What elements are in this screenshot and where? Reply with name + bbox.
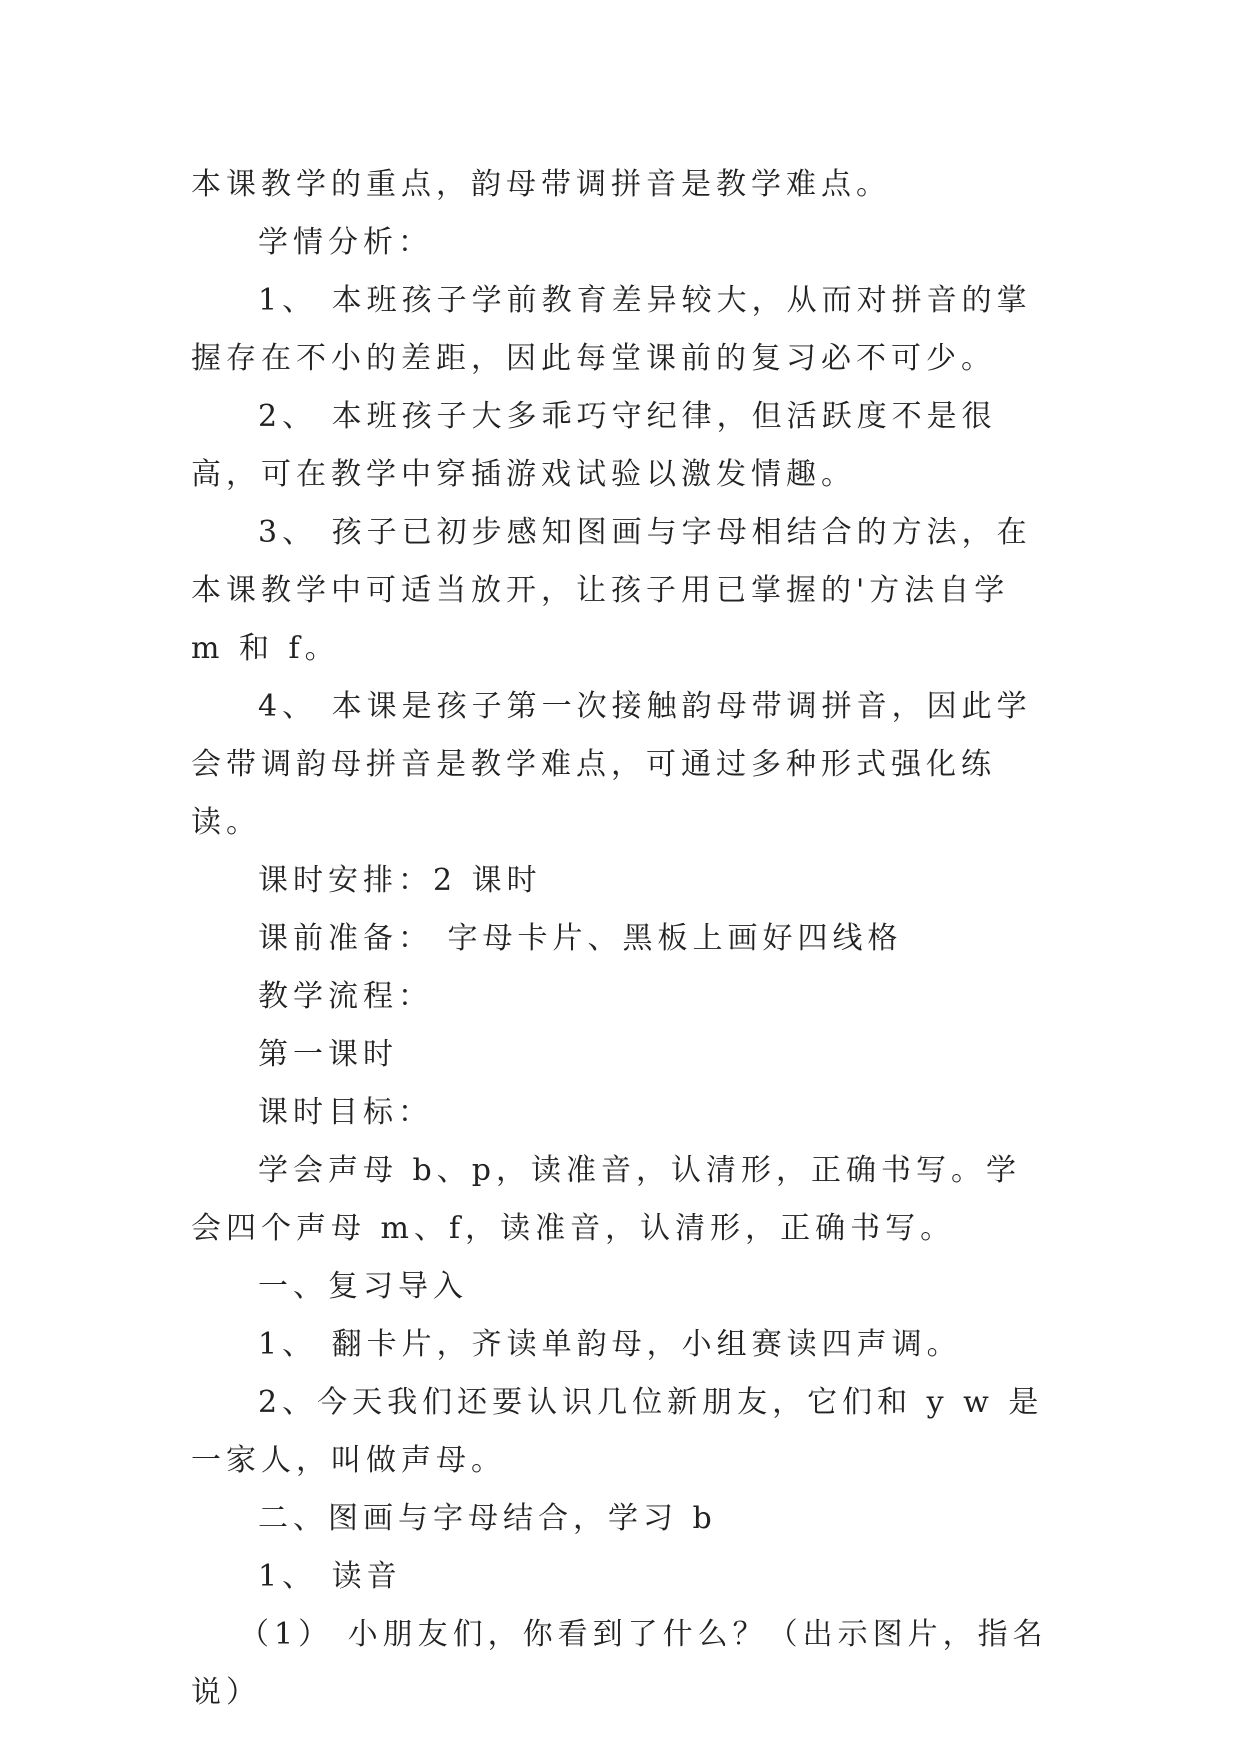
document-body <box>191 156 1051 1722</box>
learn-b-step-1: 1、 读音 <box>258 1559 402 1594</box>
heading-teaching-process: 教学流程： <box>258 979 433 1014</box>
lesson-schedule: 课时安排：2 课时 <box>258 863 542 898</box>
heading-lesson-goals: 课时目标： <box>258 1095 433 1130</box>
heading-first-lesson: 第一课时 <box>258 1037 398 1072</box>
analysis-item-3: 3、 孩子已初步感知图画与字母相结合的方法，在本课教学中可适当放开，让孩子用已掌握的'方法自学 m 和 f。 <box>191 515 1032 666</box>
learn-b-substep-1: （1） 小朋友们，你看到了什么？（出示图片，指名说） <box>191 1617 1048 1710</box>
section-learn-b: 二、图画与字母结合，学习 b <box>258 1501 717 1536</box>
lesson-goals-text: 学会声母 b、p，读准音，认清形，正确书写。学会四个声母 m、f，读准音，认清形，正确书写。 <box>191 1153 1021 1246</box>
analysis-item-2: 2、 本班孩子大多乖巧守纪律，但活跃度不是很高，可在教学中穿插游戏试验以激发情趣。 <box>191 399 997 492</box>
analysis-item-1: 1、 本班孩子学前教育差异较大，从而对拼音的掌握存在不小的差距，因此每堂课前的复习必不可少。 <box>191 283 1032 376</box>
lesson-preparation: 课前准备： 字母卡片、黑板上画好四线格 <box>258 921 903 956</box>
review-step-1: 1、 翻卡片，齐读单韵母，小组赛读四声调。 <box>258 1327 962 1362</box>
analysis-item-4: 4、 本课是孩子第一次接触韵母带调拼音，因此学会带调韵母拼音是教学难点，可通过多种形式强化练读。 <box>191 689 1032 840</box>
paragraph-continuation: 本课教学的重点，韵母带调拼音是教学难点。 <box>191 167 891 202</box>
heading-student-analysis: 学情分析： <box>258 225 433 260</box>
section-review-intro: 一、复习导入 <box>258 1269 468 1304</box>
review-step-2: 2、今天我们还要认识几位新朋友，它们和 y w 是一家人，叫做声母。 <box>191 1385 1044 1478</box>
